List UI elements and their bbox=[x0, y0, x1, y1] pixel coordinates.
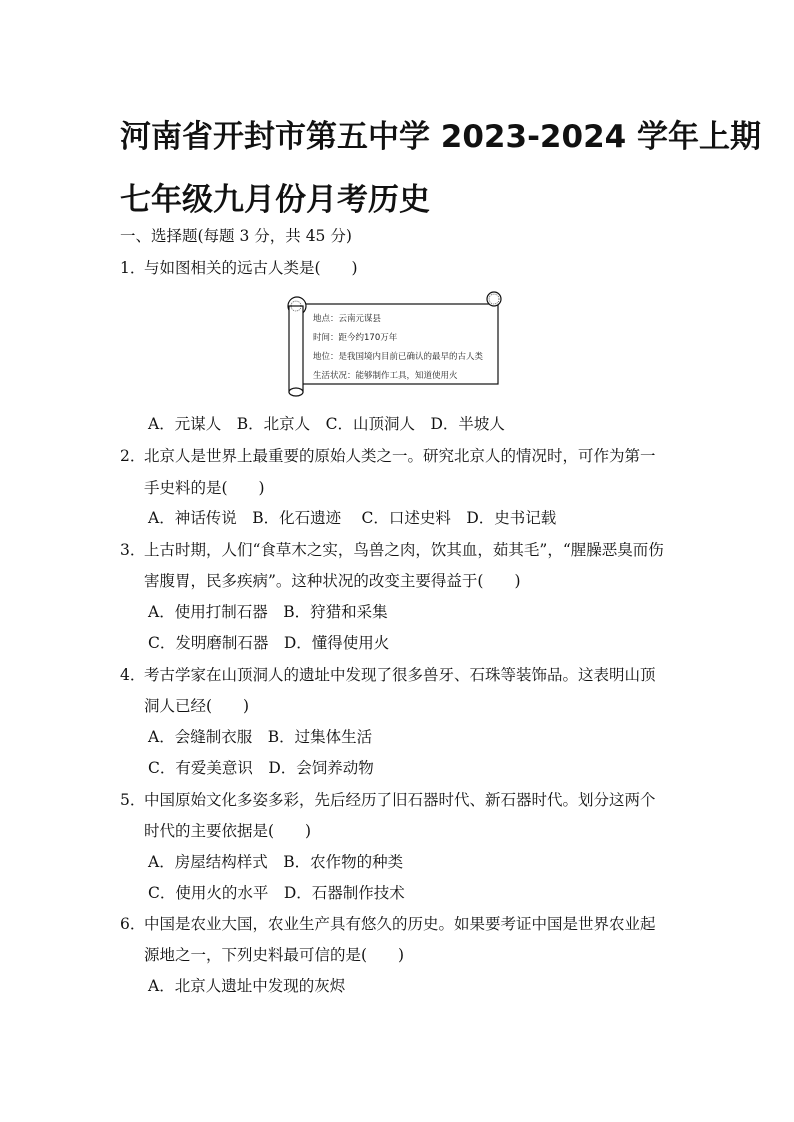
question-2-options: A．神话传说 B．化石遗迹 C．口述史料 D．史书记载 bbox=[148, 509, 557, 527]
question-4-options-line-1: A．会缝制衣服 B．过集体生活 bbox=[148, 728, 373, 746]
question-number: 1． bbox=[120, 259, 146, 277]
question-number: 3． bbox=[120, 541, 146, 559]
question-number: 6． bbox=[120, 915, 146, 933]
scroll-drawing bbox=[285, 291, 505, 397]
question-5-stem-line-2: 时代的主要依据是( ) bbox=[144, 822, 312, 840]
question-stem-text: 北京人是世界上最重要的原始人类之一。研究北京人的情况时，可作为第一 bbox=[144, 447, 656, 465]
scroll-image bbox=[285, 291, 505, 397]
question-3-options-line-1: A．使用打制石器 B．狩猎和采集 bbox=[148, 603, 388, 621]
question-stem-text: 与如图相关的远古人类是( ) bbox=[144, 259, 358, 277]
question-number: 5． bbox=[120, 791, 146, 809]
scroll-line-time: 时间：距今约170万年 bbox=[313, 333, 398, 343]
question-5-options-line-1: A．房屋结构样式 B．农作物的种类 bbox=[148, 853, 404, 871]
question-number: 4． bbox=[120, 666, 146, 684]
question-6-options-line-1: A．北京人遗址中发现的灰烬 bbox=[148, 977, 346, 995]
scroll-line-living: 生活状况：能够制作工具，知道使用火 bbox=[313, 371, 458, 381]
question-6-stem-line-1 bbox=[120, 914, 656, 934]
question-2-stem-line-1 bbox=[120, 446, 656, 466]
question-stem-text: 中国原始文化多姿多彩，先后经历了旧石器时代、新石器时代。划分这两个 bbox=[144, 791, 656, 809]
section-heading: 一、选择题(每题 3 分，共 45 分) bbox=[120, 227, 352, 245]
question-5-options-line-2: C．使用火的水平 D．石器制作技术 bbox=[148, 884, 405, 902]
question-1-stem bbox=[120, 258, 358, 278]
question-2-stem-line-2: 手史料的是( ) bbox=[144, 479, 265, 497]
scroll-line-status: 地位：是我国境内目前已确认的最早的古人类 bbox=[313, 352, 484, 362]
question-5-stem-line-1 bbox=[120, 790, 656, 810]
scroll-line-location: 地点：云南元谋县 bbox=[313, 314, 382, 324]
question-6-stem-line-2: 源地之一，下列史料最可信的是( ) bbox=[144, 946, 405, 964]
question-3-options-line-2: C．发明磨制石器 D．懂得使用火 bbox=[148, 634, 390, 652]
question-number: 2． bbox=[120, 447, 146, 465]
question-stem-text: 考古学家在山顶洞人的遗址中发现了很多兽牙、石珠等装饰品。这表明山顶 bbox=[144, 666, 656, 684]
question-4-options-line-2: C．有爱美意识 D．会饲养动物 bbox=[148, 759, 374, 777]
question-4-stem-line-2: 洞人已经( ) bbox=[144, 697, 250, 715]
question-stem-text: 中国是农业大国，农业生产具有悠久的历史。如果要考证中国是世界农业起 bbox=[144, 915, 656, 933]
page-title-line-1: 河南省开封市第五中学 2023-2024 学年上期 bbox=[120, 119, 762, 155]
question-stem-text: 上古时期，人们“食草木之实，鸟兽之肉，饮其血，茹其毛”，“腥臊恶臭而伤 bbox=[144, 541, 664, 559]
question-4-stem-line-1 bbox=[120, 665, 656, 685]
question-3-stem-line-1 bbox=[120, 540, 664, 560]
page-title-line-2: 七年级九月份月考历史 bbox=[120, 182, 430, 218]
question-1-options: A．元谋人 B．北京人 C．山顶洞人 D．半坡人 bbox=[148, 415, 505, 433]
question-3-stem-line-2: 害腹胃，民多疾病”。这种状况的改变主要得益于( ) bbox=[144, 572, 521, 590]
